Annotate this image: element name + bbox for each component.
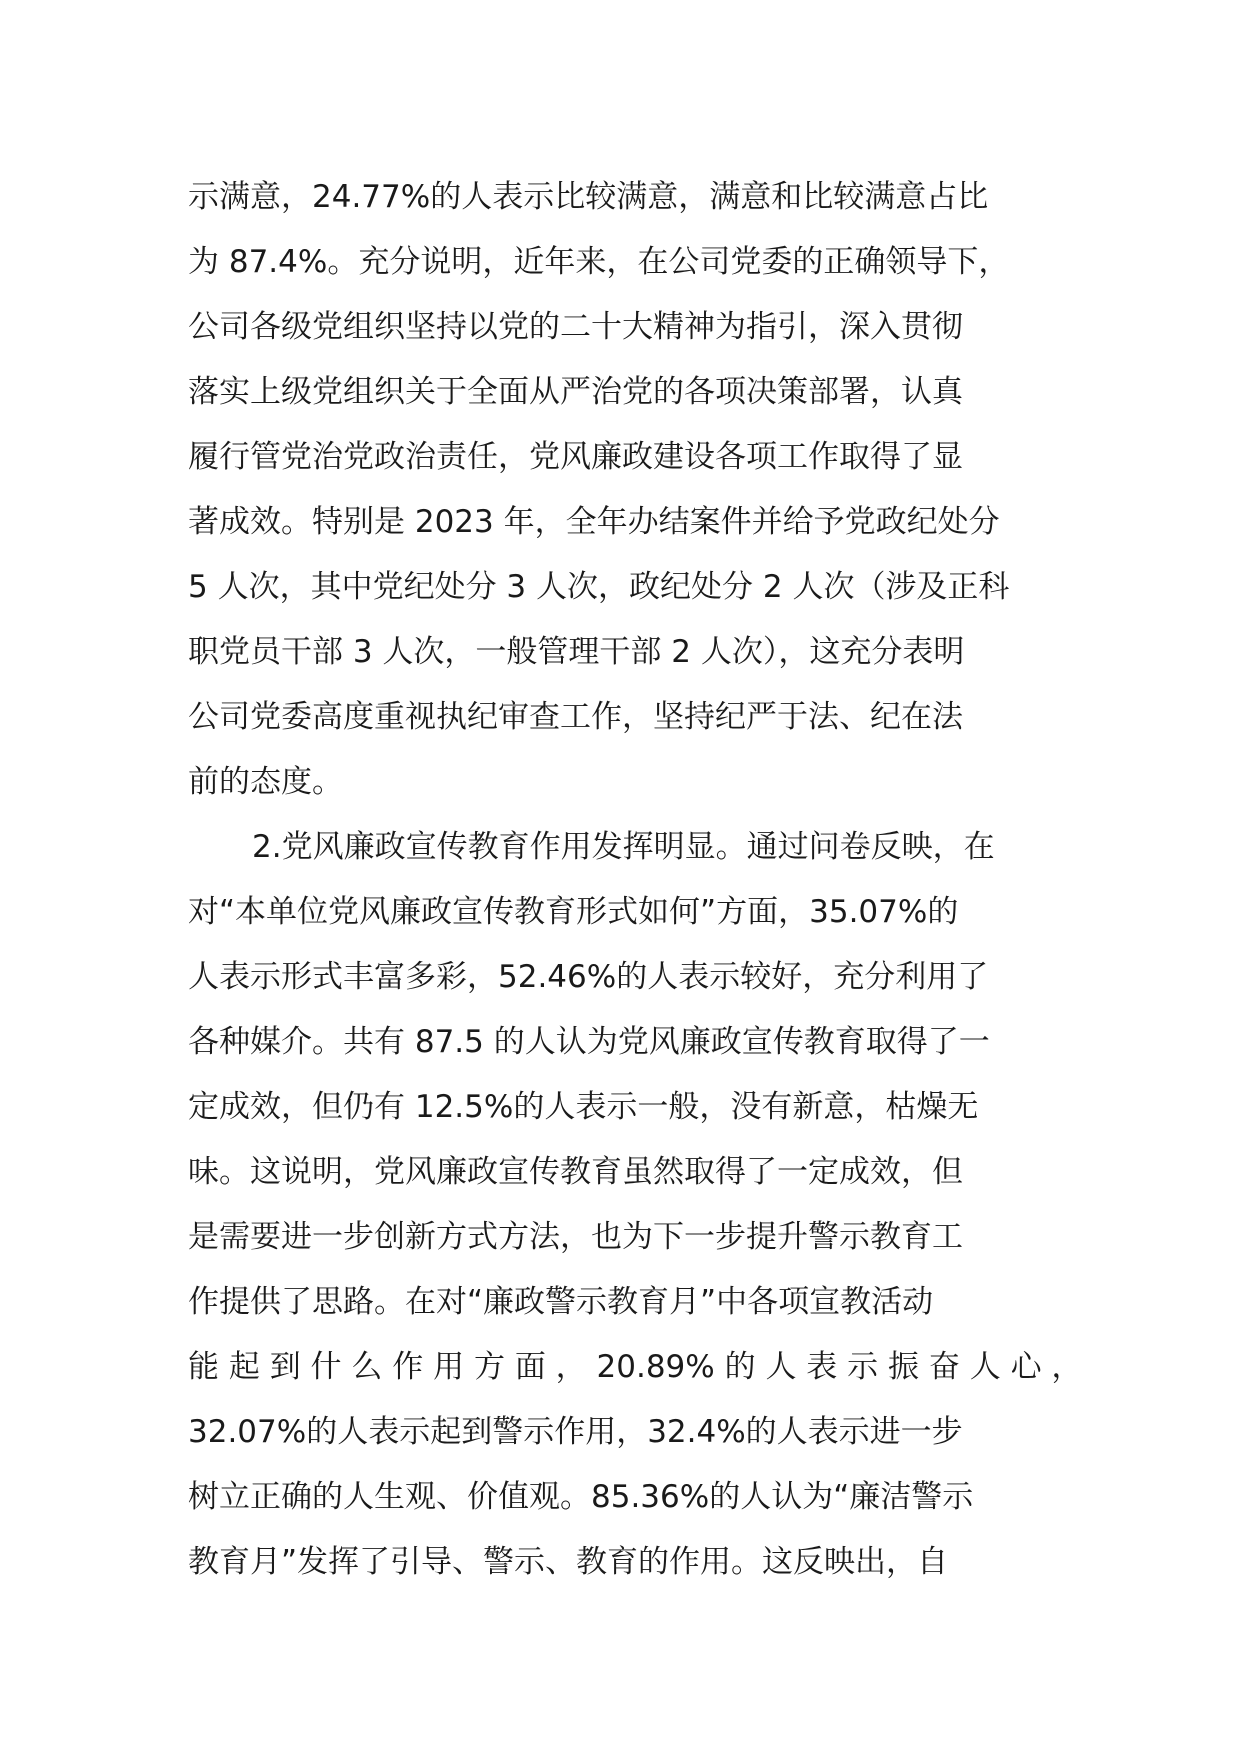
text-line: 味。这说明，党风廉政宣传教育虽然取得了一定成效，但 <box>188 1154 963 1190</box>
text-line: 32.07%的人表示起到警示作用，32.4%的人表示进一步 <box>188 1414 963 1450</box>
text-line: 履行管党治党政治责任，党风廉政建设各项工作取得了显 <box>188 439 963 475</box>
text-line: 职党员干部 3 人次，一般管理干部 2 人次），这充分表明 <box>188 634 965 670</box>
text-line: 作提供了思路。在对“廉政警示教育月”中各项宣教活动 <box>188 1284 934 1320</box>
text-line: 为 87.4%。充分说明，近年来，在公司党委的正确领导下， <box>188 244 1010 280</box>
text-line: 各种媒介。共有 87.5 的人认为党风廉政宣传教育取得了一 <box>188 1024 990 1060</box>
text-line: 5 人次，其中党纪处分 3 人次，政纪处分 2 人次（涉及正科 <box>188 569 1010 605</box>
text-line: 示满意，24.77%的人表示比较满意，满意和比较满意占比 <box>188 179 989 215</box>
text-line: 是需要进一步创新方式方法，也为下一步提升警示教育工 <box>188 1219 963 1255</box>
text-line: 树立正确的人生观、价值观。85.36%的人认为“廉洁警示 <box>188 1479 974 1515</box>
text-line: 落实上级党组织关于全面从严治党的各项决策部署，认真 <box>188 374 963 410</box>
section-heading-line: 2.党风廉政宣传教育作用发挥明显。通过问卷反映，在 <box>252 829 995 865</box>
body-text <box>188 165 1088 1595</box>
text-line: 人表示形式丰富多彩，52.46%的人表示较好，充分利用了 <box>188 959 989 995</box>
text-line: 对“本单位党风廉政宣传教育形式如何”方面，35.07%的 <box>188 894 959 930</box>
text-line: 定成效，但仍有 12.5%的人表示一般，没有新意，枯燥无 <box>188 1089 979 1125</box>
text-line: 教育月”发挥了引导、警示、教育的作用。这反映出，自 <box>188 1544 949 1580</box>
text-line: 公司党委高度重视执纪审查工作，坚持纪严于法、纪在法 <box>188 699 963 735</box>
text-line: 公司各级党组织坚持以党的二十大精神为指引，深入贯彻 <box>188 309 963 345</box>
text-line: 著成效。特别是 2023 年，全年办结案件并给予党政纪处分 <box>188 504 1000 540</box>
text-line: 能 起 到 什 么 作 用 方 面 ， 20.89% 的 人 表 示 振 奋 人 心 ， <box>188 1349 1083 1385</box>
text-line: 前的态度。 <box>188 764 343 800</box>
